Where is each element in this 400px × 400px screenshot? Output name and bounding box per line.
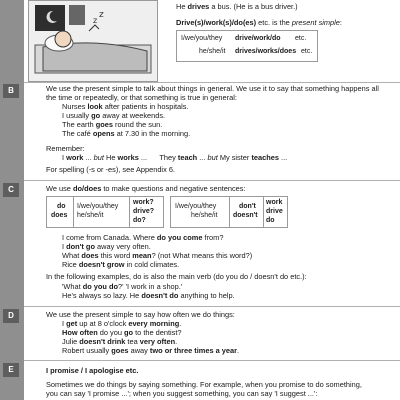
table-cell: I/we/you/they [181,35,223,42]
table-cell: drives/works/does [235,48,297,55]
section-divider [24,360,400,361]
section-b-example: Nurses look after patients in hospitals. [62,102,189,111]
section-divider [24,82,400,83]
table-cell: work? [133,199,154,206]
section-a-present-simple-note: Drive(s)/work(s)/do(es) etc. is the present simple: [176,18,342,27]
table-divider [229,197,230,227]
table-divider [263,197,264,227]
table-cell: do [57,203,66,210]
table-cell: doesn't [233,212,258,219]
table-cell: I/we/you/they [77,203,119,210]
section-d-example: I get up at 8 o'clock every morning. [62,319,182,328]
svg-text:z: z [99,10,104,20]
section-c-intro: We use do/does to make questions and negative sentences: [46,184,246,193]
section-b-spelling-note: For spelling (-s or -es), see Appendix 6. [46,165,175,174]
svg-text:z: z [93,16,98,25]
table-cell: he/she/it [77,212,104,219]
section-c-example: I don't go away very often. [62,242,151,251]
section-b-intro-2: the time or repeatedly, or that something is true in general: [46,93,237,102]
section-c-main-verb-intro: In the following examples, do is also the main verb (do you do / doesn't do etc.): [46,272,307,281]
table-cell: he/she/it [191,212,218,219]
negative-forms-table [170,196,288,228]
section-e-heading: I promise / I apologise etc. [46,366,139,375]
table-divider [129,197,130,227]
section-c-example: What does this word mean? (not What means this word?) [62,251,253,260]
section-sidebar [0,0,24,400]
illustration-sleeping-man [28,0,158,82]
section-d-intro: We use the present simple to say how often we do things: [46,310,235,319]
section-a-example-bus: He drives a bus. (He is a bus driver.) [176,2,298,11]
table-cell: drive [266,208,283,215]
section-b-remember-examples: I work ... but He works ... They teach ... but My sister teaches ... [62,153,288,162]
section-label-d: D [3,309,19,323]
table-cell: do? [133,217,146,224]
section-b-example: The earth goes round the sun. [62,120,163,129]
section-label-e: E [3,363,19,377]
table-cell: he/she/it [199,48,226,55]
section-divider [24,180,400,181]
section-c-main-verb-example: He's always so lazy. He doesn't do anything to help. [62,291,235,300]
section-b-remember: Remember: [46,144,85,153]
table-divider [73,197,74,227]
section-label-b: B [3,84,19,98]
question-forms-table [46,196,164,228]
table-cell: do [266,217,275,224]
table-cell: does [51,212,68,219]
table-cell: drive/work/do [235,35,281,42]
section-d-example: How often do you go to the dentist? [62,328,182,337]
section-e-text-2: you can say 'I promise ...'; when you suggest something, you can say 'I suggest ...': [46,389,318,398]
section-d-example: Robert usually goes away two or three times a year. [62,346,240,355]
section-d-example: Julie doesn't drink tea very often. [62,337,178,346]
table-cell: etc. [295,35,307,42]
section-c-example: Rice doesn't grow in cold climates. [62,260,180,269]
section-b-intro-1: We use the present simple to talk about things in general. We use it to say that something happens all [46,84,379,93]
table-cell: work [266,199,283,206]
section-b-example: The café opens at 7.30 in the morning. [62,129,191,138]
section-label-c: C [3,183,19,197]
section-a-forms-table [176,30,318,62]
section-c-main-verb-example: 'What do you do?' 'I work in a shop.' [62,282,183,291]
section-b-example: I usually go away at weekends. [62,111,166,120]
section-c-example: I come from Canada. Where do you come from? [62,233,224,242]
table-cell: I/we/you/they [175,203,217,210]
table-cell: don't [239,203,256,210]
section-divider [24,306,400,307]
section-e-text-1: Sometimes we do things by saying something. For example, when you promise to do something, [46,380,362,389]
table-cell: etc. [301,48,313,55]
table-cell: drive? [133,208,155,215]
